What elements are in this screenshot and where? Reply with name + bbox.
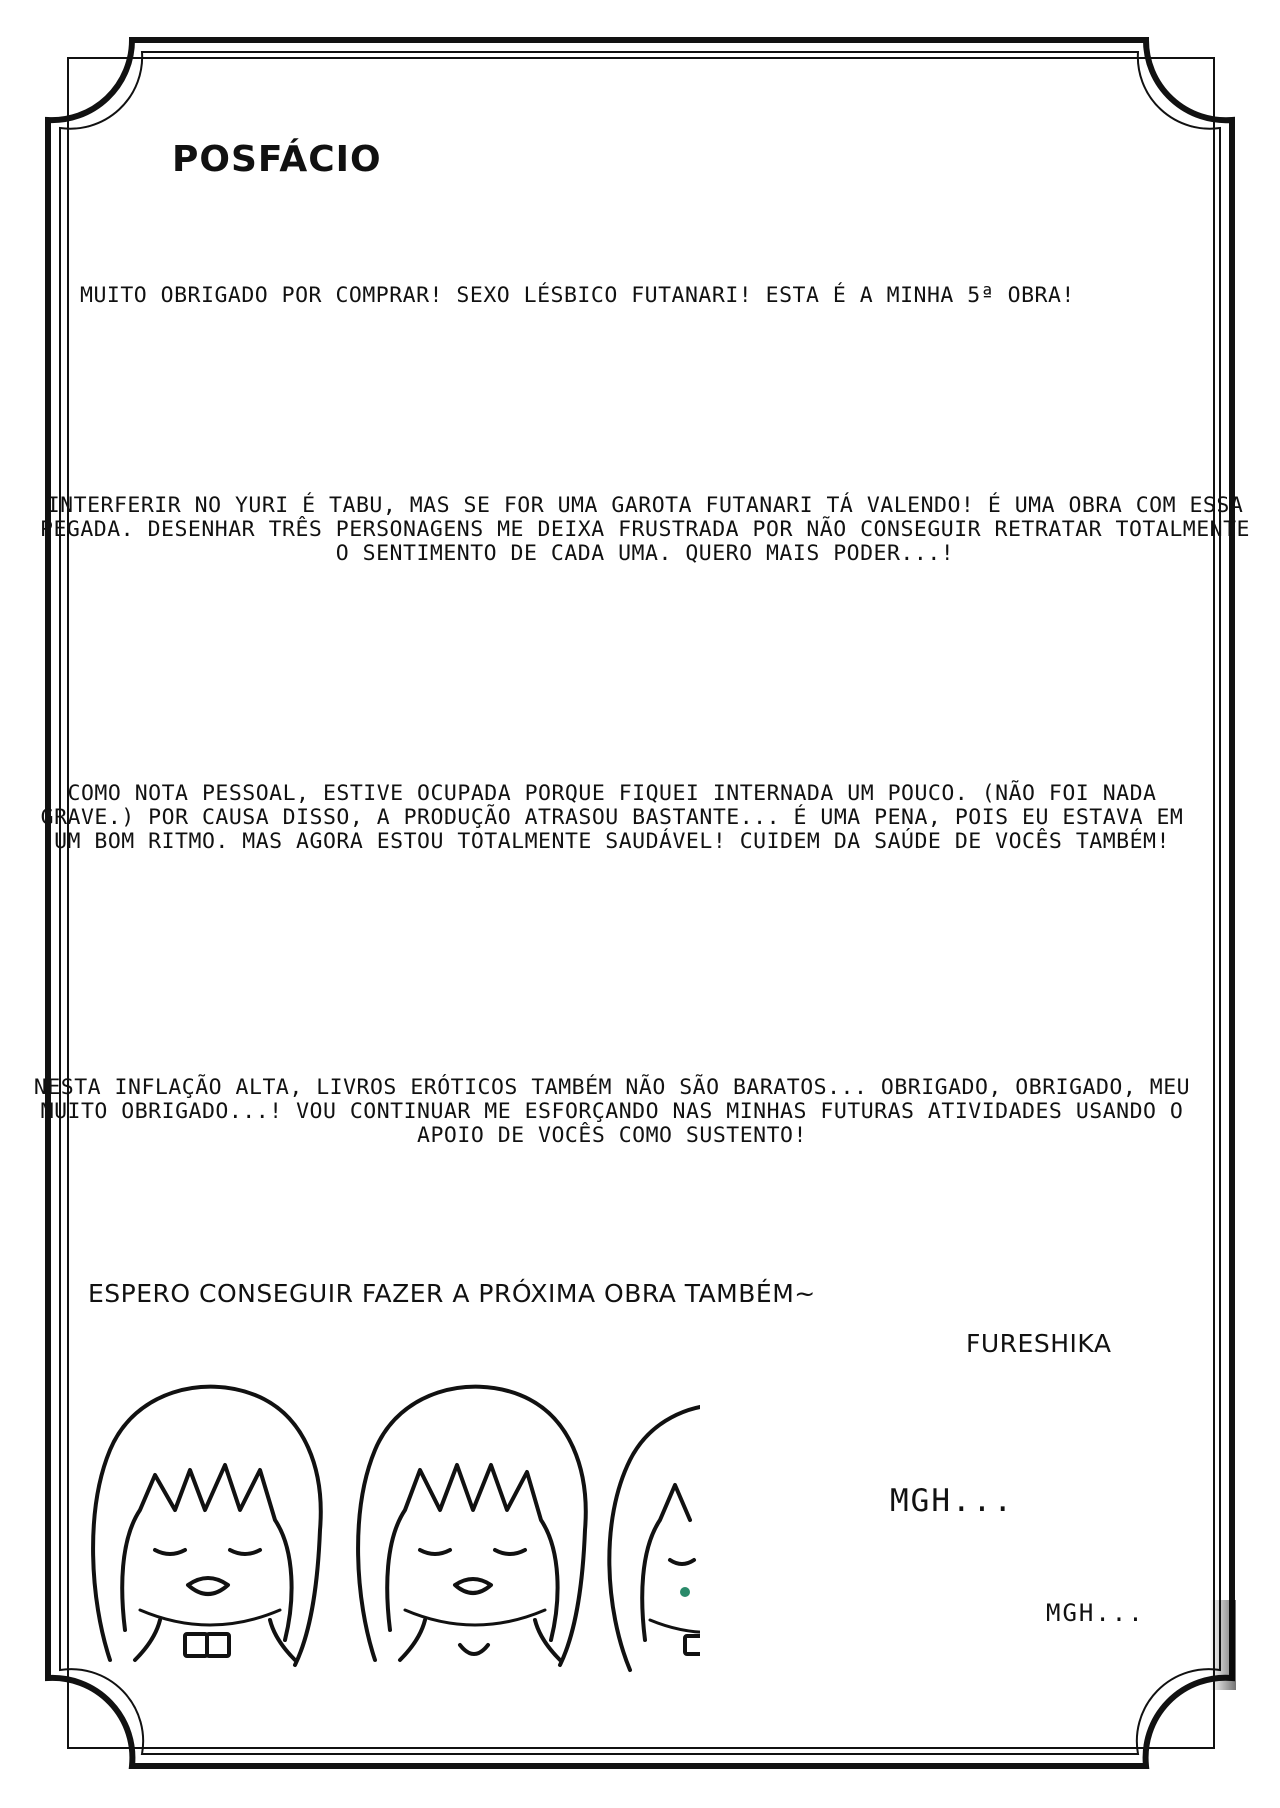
- tear-drop-icon: [680, 1587, 690, 1597]
- closing-line: ESPERO CONSEGUIR FAZER A PRÓXIMA OBRA TAMBÉM~: [88, 1279, 816, 1308]
- paragraph-about-work: INTERFERIR NO YURI É TABU, MAS SE FOR UMA GAROTA FUTANARI TÁ VALENDO! É UMA OBRA COM ESSA PEGADA. DESENHAR TRÊS PERSONAGENS ME DEIXA FRUSTRADA POR NÃO CONSEGUIR RETRATAR TOTALMENTE O SENTIMENTO DE CADA UMA. QUERO MAIS PODER...!: [40, 493, 1250, 567]
- paragraph-thanks: MUITO OBRIGADO POR COMPRAR! SEXO LÉSBICO FUTANARI! ESTA É A MINHA 5ª OBRA!: [80, 283, 1075, 308]
- paragraph-personal-note: COMO NOTA PESSOAL, ESTIVE OCUPADA PORQUE FIQUEI INTERNADA UM POUCO. (NÃO FOI NADA GRAVE.) POR CAUSA DISSO, A PRODUÇÃO ATRASOU BASTANTE... É UMA PENA, POIS EU ESTAVA EM UM BOM RITMO. MAS AGORA ESTOU TOTALMENTE SAUDÁVEL! CUIDEM DA SAÚDE DE VOCÊS TAMBÉM!: [40, 781, 1184, 855]
- author-signature: FURESHIKA: [966, 1329, 1112, 1358]
- scan-shadow-edge: [1210, 1600, 1236, 1690]
- chibi-face-2: [358, 1387, 586, 1665]
- paragraph-gratitude: NESTA INFLAÇÃO ALTA, LIVROS ERÓTICOS TAMBÉM NÃO SÃO BARATOS... OBRIGADO, OBRIGADO, MEU MUITO OBRIGADO...! VOU CONTINUAR ME ESFORÇANDO NAS MINHAS FUTURAS ATIVIDADES USANDO O APOIO DE VOCÊS COMO SUSTENTO!: [33, 1075, 1191, 1149]
- sound-effect-1: MGH...: [890, 1483, 1014, 1519]
- chibi-face-1: [93, 1387, 321, 1665]
- sound-effect-2: MGH...: [1046, 1599, 1145, 1627]
- page-title: POSFÁCIO: [172, 139, 382, 180]
- chibi-illustration: [80, 1360, 800, 1680]
